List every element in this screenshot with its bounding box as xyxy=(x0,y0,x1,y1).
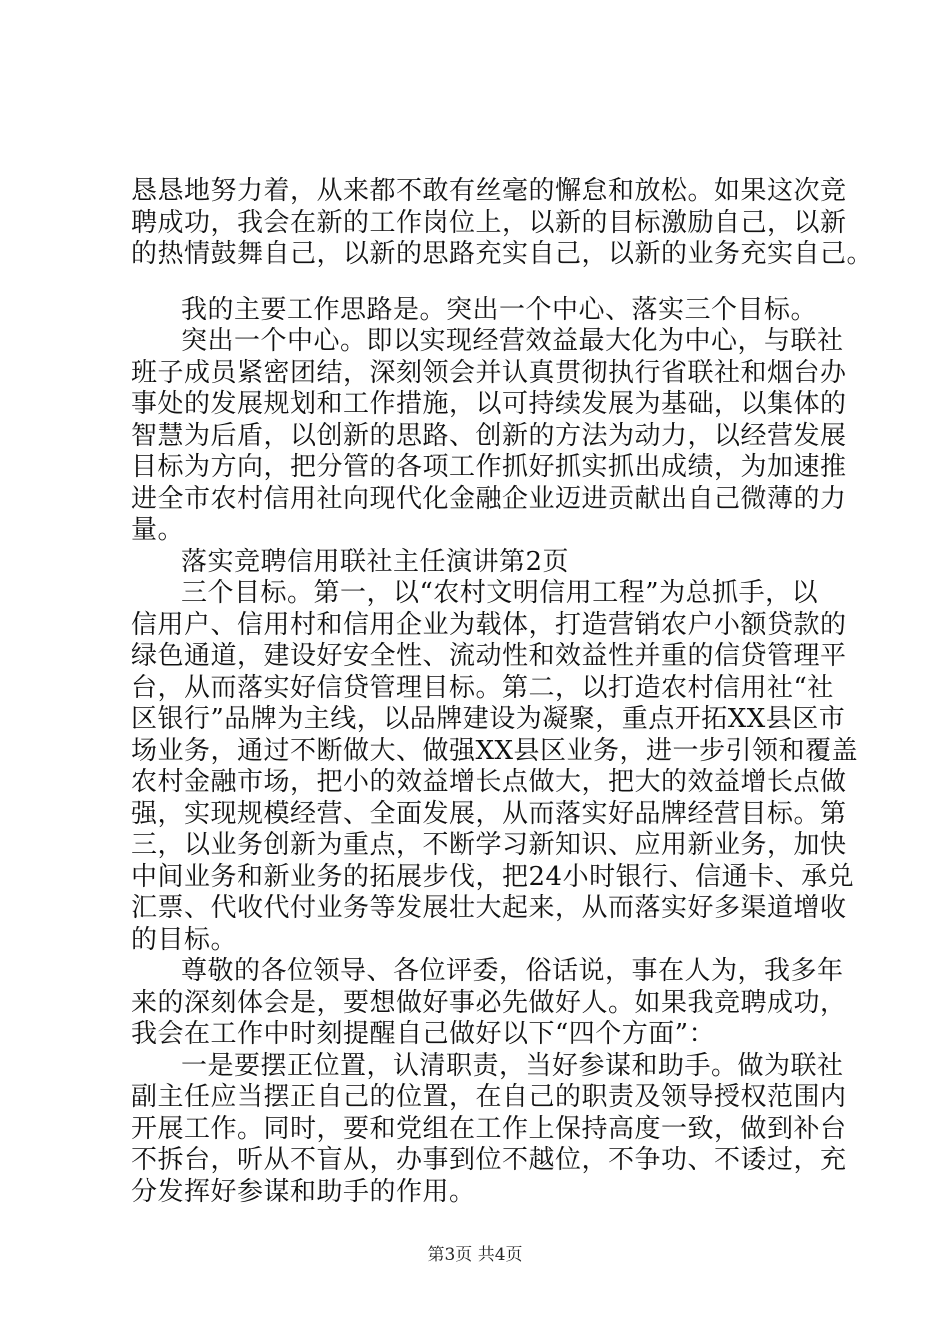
text-line: 中间业务和新业务的拓展步伐，把24小时银行、信通卡、承兑 xyxy=(131,862,855,892)
text-line: 事处的发展规划和工作措施，以可持续发展为基础，以集体的 xyxy=(131,389,847,419)
text-line: 分发挥好参谋和助手的作用。 xyxy=(131,1177,476,1207)
text-line: 尊敬的各位领导、各位评委，俗话说，事在人为，我多年 xyxy=(181,956,844,986)
text-line: 目标为方向，把分管的各项工作抓好抓实抓出成绩，为加速推 xyxy=(131,452,847,482)
text-line: 不拆台，听从不盲从，办事到位不越位，不争功、不诿过，充 xyxy=(131,1145,847,1175)
text-line: 三，以业务创新为重点，不断学习新知识、应用新业务，加快 xyxy=(131,830,847,860)
text-line: 班子成员紧密团结，深刻领会并认真贯彻执行省联社和烟台办 xyxy=(131,358,847,388)
text-line: 强，实现规模经营、全面发展，从而落实好品牌经营目标。第 xyxy=(131,799,847,829)
text-line: 落实竞聘信用联社主任演讲第2页 xyxy=(181,547,570,577)
text-line: 进全市农村信用社向现代化金融企业迈进贡献出自己微薄的力 xyxy=(131,484,847,514)
text-line: 的目标。 xyxy=(131,925,238,955)
text-line: 区银行”品牌为主线，以品牌建设为凝聚，重点开拓XX县区市 xyxy=(131,704,846,734)
text-line: 农村金融市场，把小的效益增长点做大，把大的效益增长点做 xyxy=(131,767,847,797)
text-line: 台，从而落实好信贷管理目标。第二，以打造农村信用社“社 xyxy=(131,673,834,703)
text-line: 聘成功，我会在新的工作岗位上，以新的目标激励自己，以新 xyxy=(131,208,847,238)
text-line: 的热情鼓舞自己，以新的思路充实自己，以新的业务充实自己。 xyxy=(131,239,874,269)
text-line: 智慧为后盾，以创新的思路、创新的方法为动力，以经营发展 xyxy=(131,421,847,451)
text-line: 信用户、信用村和信用企业为载体，打造营销农户小额贷款的 xyxy=(131,610,847,640)
text-line: 场业务，通过不断做大、做强XX县区业务，进一步引领和覆盖 xyxy=(131,736,859,766)
text-line: 突出一个中心。即以实现经营效益最大化为中心，与联社 xyxy=(181,326,844,356)
text-line: 来的深刻体会是，要想做好事必先做好人。如果我竞聘成功， xyxy=(131,988,847,1018)
text-line: 一是要摆正位置，认清职责，当好参谋和助手。做为联社 xyxy=(181,1051,844,1081)
page-footer: 第3页 共4页 xyxy=(427,1245,523,1265)
text-line: 开展工作。同时，要和党组在工作上保持高度一致，做到补台 xyxy=(131,1114,847,1144)
text-line: 我会在工作中时刻提醒自己做好以下“四个方面”： xyxy=(131,1019,716,1049)
text-line: 量。 xyxy=(131,515,185,545)
text-line: 三个目标。第一，以“农村文明信用工程”为总抓手，以 xyxy=(181,578,819,608)
text-line: 我的主要工作思路是。突出一个中心、落实三个目标。 xyxy=(181,295,818,325)
text-line: 副主任应当摆正自己的位置，在自己的职责及领导授权范围内 xyxy=(131,1082,847,1112)
text-line: 绿色通道，建设好安全性、流动性和效益性并重的信贷管理平 xyxy=(131,641,847,671)
text-line: 汇票、代收代付业务等发展壮大起来，从而落实好多渠道增收 xyxy=(131,893,847,923)
text-line: 恳恳地努力着，从来都不敢有丝毫的懈怠和放松。如果这次竞 xyxy=(131,176,847,206)
